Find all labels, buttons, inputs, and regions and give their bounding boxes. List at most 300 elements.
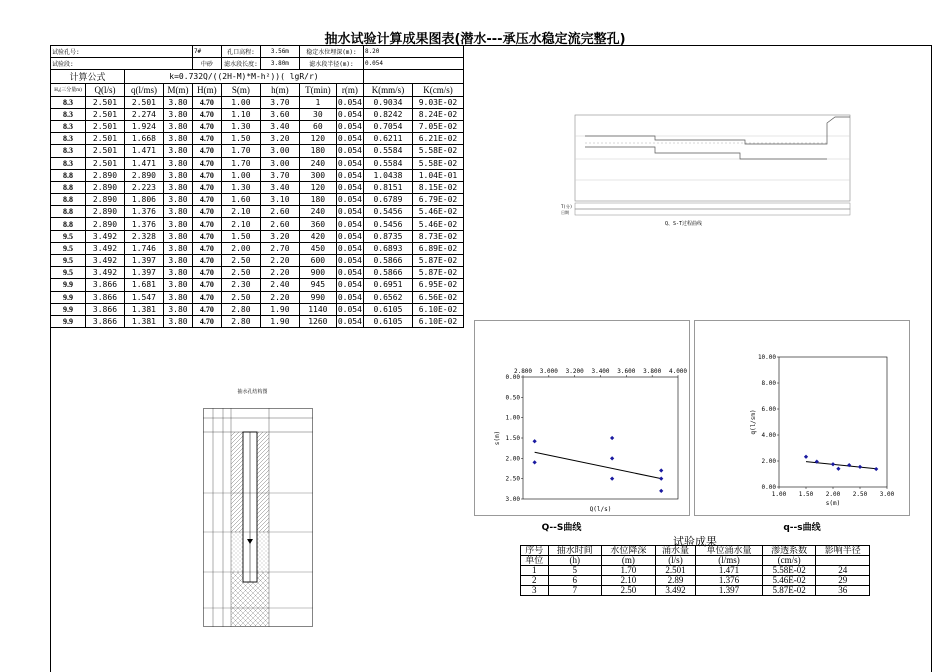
- column-header: M(m): [163, 84, 192, 96]
- table-cell: 3.80: [163, 267, 192, 279]
- table-cell: 0.054: [337, 231, 362, 241]
- table-cell: 3.80: [163, 145, 192, 157]
- x-tick-label: 4.000: [668, 368, 688, 375]
- results-cell: 1.397: [696, 586, 763, 596]
- table-cell: 4.70: [192, 120, 221, 132]
- data-point: [533, 439, 537, 443]
- table-cell: 2.501: [85, 108, 124, 120]
- table-cell: 1.397: [124, 255, 163, 267]
- table-cell: 3.492: [85, 230, 124, 242]
- table-cell: 4.70: [192, 267, 221, 279]
- qs-caption: Q--S曲线: [541, 523, 582, 533]
- table-cell: 3.492: [85, 242, 124, 254]
- table-cell: 4.70: [192, 315, 221, 327]
- page-title: 抽水试验计算成果图表(潜水---承压水稳定流完整孔): [324, 32, 626, 47]
- table-cell: 2.501: [85, 96, 124, 108]
- table-cell: 0.054: [337, 243, 362, 253]
- table-cell: 8.3: [51, 96, 86, 108]
- table-cell: 3.80: [163, 120, 192, 132]
- table-cell: 3.80: [163, 96, 192, 108]
- table-cell: 6.56E-02: [412, 291, 463, 303]
- table-cell: 7.05E-02: [412, 120, 463, 132]
- results-cell: 24: [816, 566, 870, 576]
- x-tick-label: 3.00: [879, 491, 895, 498]
- results-units: [521, 556, 870, 566]
- table-cell: 3.80: [163, 255, 192, 267]
- table-cell: 4.70: [192, 242, 221, 254]
- results-cell: 5.58E-02: [762, 566, 816, 576]
- table-cell: 2.274: [124, 108, 163, 120]
- table-cell: 3.40: [260, 181, 299, 193]
- table-cell: 3.80: [163, 279, 192, 291]
- formula: k=0.732Q/((2H-M)*M-h²))( lgR/r): [124, 70, 363, 84]
- table-cell: 900: [299, 267, 336, 279]
- data-point: [610, 436, 614, 440]
- info-cell: 试验段:: [51, 58, 193, 70]
- results-cell: 5: [548, 566, 602, 576]
- table-row: [51, 96, 464, 108]
- table-cell: 1.10: [221, 108, 260, 120]
- table-cell: 2.80: [221, 315, 260, 327]
- table-cell: 3.80: [163, 133, 192, 145]
- table-cell: 0.054: [337, 256, 362, 266]
- data-point: [831, 462, 835, 466]
- table-cell: 8.8: [51, 169, 86, 181]
- table-cell: 9.9: [51, 303, 86, 315]
- table-cell: 2.50: [221, 255, 260, 267]
- table-cell: 0.5866: [363, 255, 412, 267]
- table-cell: 1.668: [124, 133, 163, 145]
- table-cell: 3.20: [260, 230, 299, 242]
- table-cell: 1.806: [124, 194, 163, 206]
- table-cell: 4.70: [192, 96, 221, 108]
- table-cell: 1.376: [124, 206, 163, 218]
- results-cell: 2: [521, 576, 549, 586]
- results-cell: (m): [602, 556, 656, 566]
- y-tick-label: 0.50: [505, 394, 520, 402]
- table-cell: 2.890: [85, 169, 124, 181]
- table-cell: 8.8: [51, 206, 86, 218]
- results-table: [520, 545, 870, 596]
- column-header: T(min): [299, 84, 336, 96]
- table-cell: 3.80: [163, 315, 192, 327]
- table-cell: 0.054: [337, 304, 362, 314]
- data-point: [533, 460, 537, 464]
- table-cell: 0.054: [337, 146, 362, 156]
- y-tick-label: 3.00: [505, 496, 520, 503]
- table-cell: 8.3: [51, 157, 86, 169]
- info-cell: 3.80m: [260, 58, 299, 70]
- qs2-chart-panel: [694, 320, 910, 516]
- results-cell: 1.471: [696, 566, 763, 576]
- table-row: [51, 242, 464, 254]
- table-cell: 4.70: [192, 133, 221, 145]
- table-row: [51, 145, 464, 157]
- table-cell: 2.10: [221, 206, 260, 218]
- table-cell: 1.00: [221, 96, 260, 108]
- results-cell: 渗透系数: [762, 546, 816, 556]
- formula-label: 计算公式: [51, 70, 125, 84]
- table-cell: 3.80: [163, 108, 192, 120]
- table-cell: 5.58E-02: [412, 157, 463, 169]
- table-cell: 1.381: [124, 315, 163, 327]
- table-cell: 2.890: [124, 169, 163, 181]
- table-cell: 1.376: [124, 218, 163, 230]
- table-cell: 2.890: [85, 206, 124, 218]
- table-cell: 0.054: [337, 134, 362, 144]
- table-cell: 9.5: [51, 230, 86, 242]
- table-cell: 1.70: [221, 157, 260, 169]
- x-tick-label: 3.000: [539, 368, 558, 375]
- y-tick-label: 2.00: [761, 458, 776, 465]
- table-cell: 0.5584: [363, 145, 412, 157]
- table-cell: 6.10E-02: [412, 315, 463, 327]
- y-tick-label: 8.00: [761, 380, 776, 387]
- table-cell: 4.70: [192, 169, 221, 181]
- table-cell: 0.8151: [363, 181, 412, 193]
- data-point: [659, 468, 663, 472]
- table-cell: 6.89E-02: [412, 242, 463, 254]
- table-row: [51, 315, 464, 327]
- y-axis-label: q(l/sm): [750, 409, 757, 435]
- results-cell: 7: [548, 586, 602, 596]
- table-cell: 30: [299, 108, 336, 120]
- table-cell: 2.890: [85, 218, 124, 230]
- info-cell: 滤水段半径(m):: [299, 58, 363, 70]
- table-row: [51, 133, 464, 145]
- results-row: [521, 586, 870, 596]
- table-cell: 1.00: [221, 169, 260, 181]
- table-cell: 0.054: [337, 207, 362, 217]
- table-cell: 0.054: [337, 182, 362, 192]
- table-cell: 4.70: [192, 157, 221, 169]
- table-cell: 1260: [299, 315, 336, 327]
- y-tick-label: 10.00: [757, 354, 776, 361]
- table-cell: 9.9: [51, 315, 86, 327]
- table-cell: 9.03E-02: [412, 96, 463, 108]
- table-cell: 1.50: [221, 230, 260, 242]
- table-cell: 2.501: [85, 145, 124, 157]
- table-cell: 0.054: [337, 219, 362, 229]
- table-cell: 2.328: [124, 230, 163, 242]
- table-cell: 8.8: [51, 181, 86, 193]
- table-cell: 4.70: [192, 108, 221, 120]
- table-cell: 0.7054: [363, 120, 412, 132]
- table-cell: 2.60: [260, 206, 299, 218]
- qs-chart: [475, 321, 689, 515]
- results-cell: 水位降深: [602, 546, 656, 556]
- qst-chart: [555, 103, 855, 228]
- table-cell: 0.8242: [363, 108, 412, 120]
- table-cell: 8.8: [51, 218, 86, 230]
- y-tick-label: 0.00: [505, 374, 520, 381]
- table-cell: 1.924: [124, 120, 163, 132]
- column-header: H(m): [192, 84, 221, 96]
- table-cell: 0.5866: [363, 267, 412, 279]
- table-cell: 5.46E-02: [412, 206, 463, 218]
- info-cell: 3.56m: [260, 46, 299, 58]
- table-cell: 9.9: [51, 291, 86, 303]
- table-cell: 8.3: [51, 120, 86, 132]
- data-point: [659, 489, 663, 493]
- results-cell: [816, 556, 870, 566]
- results-row: [521, 566, 870, 576]
- table-cell: 2.50: [221, 291, 260, 303]
- table-row: [51, 303, 464, 315]
- table-cell: 1.397: [124, 267, 163, 279]
- table-cell: 3.80: [163, 206, 192, 218]
- table-cell: 9.5: [51, 267, 86, 279]
- table-cell: 4.70: [192, 206, 221, 218]
- table-cell: 600: [299, 255, 336, 267]
- results-cell: 序号: [521, 546, 549, 556]
- results-cell: 抽水时间: [548, 546, 602, 556]
- results-cell: (h): [548, 556, 602, 566]
- table-cell: 3.492: [85, 255, 124, 267]
- table-cell: 3.60: [260, 108, 299, 120]
- y-tick-label: 4.00: [761, 432, 776, 439]
- table-cell: 0.6789: [363, 194, 412, 206]
- results-cell: 1.376: [696, 576, 763, 586]
- info-cell: 稳定水位埋深(m):: [299, 46, 363, 58]
- table-cell: 2.501: [85, 120, 124, 132]
- table-cell: 0.054: [337, 292, 362, 302]
- results-cell: 2.50: [602, 586, 656, 596]
- qst-row-label: 日期: [561, 210, 569, 215]
- table-cell: 0.8735: [363, 230, 412, 242]
- table-cell: 2.501: [124, 96, 163, 108]
- results-cell: 影响半径: [816, 546, 870, 556]
- data-point: [659, 477, 663, 481]
- y-tick-label: 6.00: [761, 406, 776, 413]
- table-row: [51, 267, 464, 279]
- table-cell: 0.054: [337, 97, 362, 107]
- table-cell: 8.3: [51, 108, 86, 120]
- y-tick-label: 0.00: [761, 484, 776, 491]
- table-cell: 1.471: [124, 145, 163, 157]
- table-cell: 3.80: [163, 157, 192, 169]
- table-row: [51, 194, 464, 206]
- table-cell: 945: [299, 279, 336, 291]
- info-cell: 滤水段长度:: [221, 58, 260, 70]
- results-cell: 36: [816, 586, 870, 596]
- column-header: K(mm/s): [363, 84, 412, 96]
- table-cell: 2.80: [221, 303, 260, 315]
- table-cell: 2.501: [85, 157, 124, 169]
- table-cell: 4.70: [192, 291, 221, 303]
- table-cell: 2.890: [85, 194, 124, 206]
- table-cell: 5.46E-02: [412, 218, 463, 230]
- table-cell: 0.054: [337, 268, 362, 278]
- table-cell: 1.60: [221, 194, 260, 206]
- table-row: [51, 218, 464, 230]
- info-cell: 孔口高程:: [221, 46, 260, 58]
- table-cell: 3.80: [163, 242, 192, 254]
- data-point: [874, 467, 878, 471]
- data-point: [836, 467, 840, 471]
- y-tick-label: 1.00: [505, 414, 520, 422]
- table-cell: 1.381: [124, 303, 163, 315]
- table-cell: 8.24E-02: [412, 108, 463, 120]
- trend-line: [535, 452, 662, 478]
- table-cell: 0.5456: [363, 218, 412, 230]
- table-cell: 8.73E-02: [412, 230, 463, 242]
- table-cell: 420: [299, 230, 336, 242]
- table-cell: 9.5: [51, 255, 86, 267]
- table-cell: 3.80: [163, 303, 192, 315]
- results-row: [521, 576, 870, 586]
- table-cell: 1.547: [124, 291, 163, 303]
- table-cell: 5.87E-02: [412, 267, 463, 279]
- y-tick-label: 2.00: [505, 455, 520, 463]
- table-cell: 120: [299, 133, 336, 145]
- table-cell: 0.6211: [363, 133, 412, 145]
- table-cell: 2.20: [260, 291, 299, 303]
- table-cell: 1.471: [124, 157, 163, 169]
- table-cell: 0.6105: [363, 315, 412, 327]
- well-diagram: [203, 408, 313, 628]
- table-cell: 3.70: [260, 96, 299, 108]
- table-cell: 1.681: [124, 279, 163, 291]
- table-cell: 4.70: [192, 303, 221, 315]
- table-cell: 9.9: [51, 279, 86, 291]
- results-cell: 单位涌水量: [696, 546, 763, 556]
- table-row: [51, 181, 464, 193]
- info-cell: 8.20: [363, 46, 463, 58]
- qst-row-label: T(分): [561, 204, 573, 209]
- table-cell: 1.70: [221, 145, 260, 157]
- table-cell: 3.492: [85, 267, 124, 279]
- table-cell: 3.80: [163, 291, 192, 303]
- table-cell: 2.20: [260, 255, 299, 267]
- table-cell: 1.50: [221, 133, 260, 145]
- data-point: [804, 455, 808, 459]
- table-cell: 360: [299, 218, 336, 230]
- table-row: [51, 230, 464, 242]
- table-cell: 0.6951: [363, 279, 412, 291]
- table-cell: 180: [299, 145, 336, 157]
- results-cell: 3.492: [655, 586, 696, 596]
- table-row: [51, 157, 464, 169]
- results-cell: 5.46E-02: [762, 576, 816, 586]
- info-cell: 试验孔号:: [51, 46, 193, 58]
- table-cell: 0.6105: [363, 303, 412, 315]
- table-cell: 5.58E-02: [412, 145, 463, 157]
- table-cell: 4.70: [192, 194, 221, 206]
- x-axis-label: Q(l/s): [589, 506, 612, 513]
- results-cell: (l/s): [655, 556, 696, 566]
- table-cell: 1.30: [221, 120, 260, 132]
- x-tick-label: 1.00: [771, 491, 787, 498]
- table-cell: 6.79E-02: [412, 194, 463, 206]
- results-cell: 1: [521, 566, 549, 576]
- x-tick-label: 3.600: [617, 368, 636, 375]
- table-cell: 3.80: [163, 230, 192, 242]
- x-tick-label: 3.400: [591, 368, 610, 375]
- data-point: [610, 456, 614, 460]
- column-header: K(cm/s): [412, 84, 463, 96]
- table-cell: 3.80: [163, 218, 192, 230]
- y-tick-label: 1.50: [505, 435, 520, 442]
- table-cell: 3.866: [85, 279, 124, 291]
- table-cell: 1.90: [260, 303, 299, 315]
- table-row: [51, 255, 464, 267]
- qst-caption: Q、S-T过程曲线: [665, 221, 703, 227]
- table-cell: 3.10: [260, 194, 299, 206]
- table-cell: 1.90: [260, 315, 299, 327]
- table-cell: 3.70: [260, 169, 299, 181]
- table-cell: 2.890: [85, 181, 124, 193]
- results-cell: 2.89: [655, 576, 696, 586]
- table-cell: 3.40: [260, 120, 299, 132]
- results-cell: 2.501: [655, 566, 696, 576]
- table-cell: 3.20: [260, 133, 299, 145]
- table-cell: 0.054: [337, 122, 362, 132]
- plot-area: [779, 357, 887, 487]
- x-tick-label: 2.50: [852, 491, 868, 498]
- table-cell: 4.70: [192, 181, 221, 193]
- table-cell: 4.70: [192, 230, 221, 242]
- column-header: r(m): [336, 84, 363, 96]
- results-cell: 5.87E-02: [762, 586, 816, 596]
- table-cell: 3.80: [163, 181, 192, 193]
- table-cell: 1.0438: [363, 169, 412, 181]
- results-cell: 1.70: [602, 566, 656, 576]
- well-title: 抽水孔结构图: [237, 389, 268, 395]
- table-cell: 3.866: [85, 303, 124, 315]
- table-row: [51, 206, 464, 218]
- table-cell: 8.3: [51, 133, 86, 145]
- info-cell: 0.054: [363, 58, 463, 70]
- table-row: [51, 169, 464, 181]
- table-cell: 240: [299, 157, 336, 169]
- table-cell: 2.10: [221, 218, 260, 230]
- table-row: [51, 291, 464, 303]
- table-cell: 0.6893: [363, 242, 412, 254]
- table-cell: 60: [299, 120, 336, 132]
- column-header: H₀(三分量m): [51, 84, 86, 96]
- x-tick-label: 2.800: [513, 368, 533, 375]
- table-cell: 0.6562: [363, 291, 412, 303]
- column-header: S(m): [221, 84, 260, 96]
- table-cell: 0.9034: [363, 96, 412, 108]
- table-cell: 6.21E-02: [412, 133, 463, 145]
- well-diagram-svg: [203, 408, 313, 628]
- test-data-table: [50, 45, 464, 328]
- table-cell: 2.60: [260, 218, 299, 230]
- results-header: [521, 546, 870, 556]
- table-cell: 4.70: [192, 218, 221, 230]
- data-point: [858, 465, 862, 469]
- table-cell: 2.223: [124, 181, 163, 193]
- table-cell: 0.5584: [363, 157, 412, 169]
- results-cell: 涌水量: [655, 546, 696, 556]
- results-cell: 单位: [521, 556, 549, 566]
- info-cell: 中砂: [192, 58, 221, 70]
- table-cell: 1.746: [124, 242, 163, 254]
- results-cell: (cm/s): [762, 556, 816, 566]
- table-row: [51, 279, 464, 291]
- table-cell: 8.3: [51, 145, 86, 157]
- x-tick-label: 1.50: [798, 491, 814, 498]
- x-tick-label: 3.200: [565, 368, 584, 375]
- table-cell: 3.80: [163, 169, 192, 181]
- table-cell: 0.054: [337, 317, 362, 327]
- y-axis-label: s(m): [494, 430, 501, 446]
- table-cell: 0.054: [337, 280, 362, 290]
- table-cell: 4.70: [192, 255, 221, 267]
- table-cell: 3.80: [163, 194, 192, 206]
